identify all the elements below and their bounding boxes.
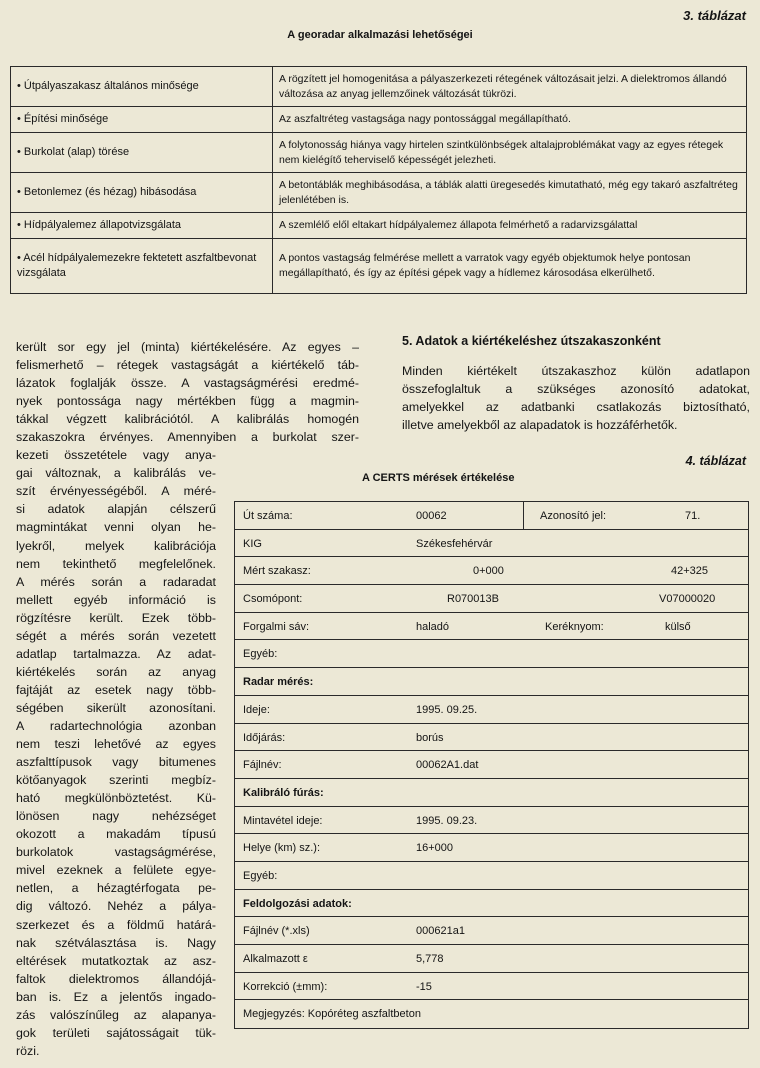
paragraph-line: szít érvényességéből. A méré- <box>16 484 216 499</box>
table-cell: • Acél hídpályalemezekre fektetett aszfaltbevonat vizsgálata <box>11 239 273 294</box>
table-row <box>235 973 748 1001</box>
paragraph-line: mivel ezeknek a felülete egye- <box>16 863 216 878</box>
paragraph-line: adatlap tartalmazza. Az adat- <box>16 646 216 661</box>
label: Keréknyom: <box>545 620 604 633</box>
value: 42+325 <box>671 565 709 578</box>
value: -15 <box>416 980 432 993</box>
table-cell: • Burkolat (alap) törése <box>11 133 273 173</box>
label: Mért szakasz: <box>243 565 311 578</box>
paragraph-line: A radartechnológia azonban <box>16 718 216 733</box>
section-header: Kalibráló fúrás: <box>243 786 324 799</box>
paragraph-line: kezeti összetétele vagy anya- <box>16 448 216 463</box>
label: Csomópont: <box>243 593 303 606</box>
label: Mintavétel ideje: <box>243 814 323 827</box>
table-row <box>235 696 748 724</box>
table-row <box>235 530 748 558</box>
paragraph-line: kötőanyagok szerinti megbíz- <box>16 773 216 788</box>
paragraph-line: került sor egy jel (minta) kiértékelésére. Az egyes – <box>16 340 359 354</box>
paragraph-line: gok területi sajátosságait tük- <box>16 1025 216 1040</box>
label: Egyéb: <box>243 869 278 882</box>
paragraph-line: ható megkülönböztetést. Kü- <box>16 791 216 806</box>
table-row <box>11 173 747 213</box>
table-row <box>235 834 748 862</box>
table-row <box>235 779 748 807</box>
paragraph-line: netlen, a hézagtérfogata pe- <box>16 881 216 896</box>
section-header: Radar mérés: <box>243 676 314 689</box>
table-row <box>11 67 747 107</box>
table-row <box>235 613 748 641</box>
section-5-paragraph <box>402 362 750 434</box>
table-title-4: A CERTS mérések értékelése <box>362 472 515 484</box>
value: 1995. 09.23. <box>416 814 478 827</box>
section-5-heading: 5. Adatok a kiértékeléshez útszakaszonként <box>402 334 661 348</box>
label: Egyéb: <box>243 648 278 661</box>
label: Fájlnév (*.xls) <box>243 925 310 938</box>
note: Megjegyzés: Kopóréteg aszfaltbeton <box>243 1008 421 1021</box>
certs-evaluation-table <box>234 501 749 1029</box>
table-cell: A betontáblák meghibásodása, a táblák alatti üregesedés kimutatható, még egy takaró aszfaltréteg jelenlétében is. <box>273 173 747 213</box>
paragraph-line: ségét a mérés során vezetett <box>16 628 216 643</box>
label: KIG <box>243 537 262 550</box>
value: 71. <box>685 510 701 522</box>
value: 5,778 <box>416 953 444 965</box>
paragraph-line: nyek pontossága nagy mértékben függ a magmin- <box>16 394 359 409</box>
paragraph-line: lyekről, melyek kalibrációja <box>16 538 216 553</box>
value: R070013B <box>447 593 499 606</box>
paragraph-line: dig változó. Nehéz a pálya- <box>16 899 216 914</box>
paragraph-line: nak szétválasztása is. Nagy <box>16 935 216 950</box>
paragraph-line: aszfalttípusok vagy bitumenes <box>16 755 216 770</box>
georadar-applications-table <box>10 66 747 294</box>
paragraph-line: fajtáját az esetek nagy több- <box>16 682 216 697</box>
paragraph-line: szakaszokra érvényes. Amennyiben a burkolat szer- <box>16 430 359 445</box>
table-row <box>235 557 748 585</box>
table-row <box>235 585 748 613</box>
value: haladó <box>416 620 450 633</box>
label: Fájlnév: <box>243 759 282 772</box>
value: 000621a1 <box>416 925 465 938</box>
paragraph-line: nem tekinthető megfelelőnek. <box>16 556 216 571</box>
paragraph-line: nem teszi lehetővé az egyes <box>16 737 216 752</box>
paragraph-line: lázatok foglalják össze. A vastagságmérési eredmé- <box>16 376 359 391</box>
table-row <box>11 213 747 239</box>
table-row <box>235 945 748 973</box>
table-row <box>235 1000 748 1028</box>
paragraph-line: ségében sikerült azonosítani. <box>16 700 216 715</box>
paragraph-line: burkolatok vastagságmérése, <box>16 845 216 860</box>
paragraph-line: felismerhető – rétegek vastagságát a kiértékelő táb- <box>16 358 359 373</box>
table-title-3: A georadar alkalmazási lehetőségei <box>287 29 473 41</box>
paragraph-line: illetve amelyekből az alapadatok is hozzáférhetők. <box>402 418 678 432</box>
label: Azonosító jel: <box>540 510 607 522</box>
paragraph-line: mellett egyéb információ is <box>16 592 216 607</box>
value: 00062 <box>416 510 447 522</box>
table-row <box>235 668 748 696</box>
paragraph-line: rögzítésre került. Ezek több- <box>16 610 216 625</box>
table-row <box>235 751 748 779</box>
value: Székesfehérvár <box>416 537 493 550</box>
table-cell: A pontos vastagság felmérése mellett a varratok vagy egyéb objektumok helye pontosan megállapítható, és így az építési gépek vagy a hídlemez károsodása elkerülhető. <box>273 239 747 294</box>
table-row <box>235 640 748 668</box>
table-row <box>235 917 748 945</box>
table-cell: • Hídpályalemez állapotvizsgálata <box>11 213 273 239</box>
paragraph-line: eltérések mutatkoztak az asz- <box>16 953 216 968</box>
label: Időjárás: <box>243 731 286 744</box>
label: Út száma: <box>243 510 293 522</box>
paragraph-line: rözi. <box>16 1043 40 1058</box>
table-cell: Az aszfaltréteg vastagsága nagy pontossággal megállapítható. <box>273 107 747 133</box>
cell-divider <box>523 502 524 529</box>
label: Korrekció (±mm): <box>243 980 328 993</box>
paragraph-line: kiértékelés során az anyag <box>16 664 216 679</box>
table-row <box>11 239 747 294</box>
paragraph-line: magmintákat venni olyan he- <box>16 520 216 535</box>
table-row <box>235 807 748 835</box>
paragraph-line: összefoglaltuk a szükséges azonosító adatokat, <box>402 382 750 396</box>
label: Forgalmi sáv: <box>243 620 310 633</box>
paragraph-line: gai változnak, a kalibrálás ve- <box>16 466 216 481</box>
table-row <box>11 133 747 173</box>
paragraph-line: amelyekkel az adatbanki csatlakozás biztosítható, <box>402 400 750 414</box>
paragraph-line: szerkezet és a földmű határá- <box>16 917 216 932</box>
paragraph-line: si adatok alapján célszerű <box>16 502 216 517</box>
table-cell: • Útpályaszakasz általános minősége <box>11 67 273 107</box>
label: Ideje: <box>243 703 270 716</box>
table-cell: • Építési minősége <box>11 107 273 133</box>
table-cell: A rögzített jel homogenitása a pályaszerkezeti rétegének változásait jelzi. A dielektromos állandó változása az anyag jellemzőinek változását tükrözi. <box>273 67 747 107</box>
paragraph-line: A mérés során a radaradat <box>16 574 216 589</box>
value: 16+000 <box>416 842 454 855</box>
paragraph-line: lönösen nagy nehézséget <box>16 809 216 824</box>
table-row <box>235 890 748 918</box>
value: 1995. 09.25. <box>416 703 478 716</box>
paragraph-line: okozott a makadám típusú <box>16 827 216 842</box>
table-row <box>235 862 748 890</box>
label: Alkalmazott ε <box>243 953 308 965</box>
section-header: Feldolgozási adatok: <box>243 897 352 910</box>
paragraph-line: faltok dielektromos állandójá- <box>16 971 216 986</box>
paragraph-line: Minden kiértékelt útszakaszhoz külön adatlapon <box>402 364 750 378</box>
value: V07000020 <box>659 593 716 606</box>
value: külső <box>665 620 691 633</box>
table-row <box>235 502 748 530</box>
paragraph-line: zás valószínűleg az alapanya- <box>16 1007 216 1022</box>
table-row <box>11 107 747 133</box>
table-cell: A szemlélő elől eltakart hídpályalemez állapota felmérhető a radarvizsgálattal <box>273 213 747 239</box>
paragraph-line: ban is. Ez a jelentős ingado- <box>16 989 216 1004</box>
value: 00062A1.dat <box>416 759 479 772</box>
value: borús <box>416 731 444 744</box>
value: 0+000 <box>473 565 504 578</box>
table-number-3: 3. táblázat <box>683 8 746 23</box>
table-cell: • Betonlemez (és hézag) hibásodása <box>11 173 273 213</box>
paragraph-line: tákkal végzett kalibrációtól. A kalibrálás homogén <box>16 412 359 427</box>
table-row <box>235 724 748 752</box>
table-cell: A folytonosság hiánya vagy hirtelen szintkülönbségek altalajproblémákat vagy az egyes rétegek nem kielégítő teherviselő képességét jelezheti. <box>273 133 747 173</box>
table-number-4: 4. táblázat <box>685 454 746 468</box>
label: Helye (km) sz.): <box>243 842 320 855</box>
